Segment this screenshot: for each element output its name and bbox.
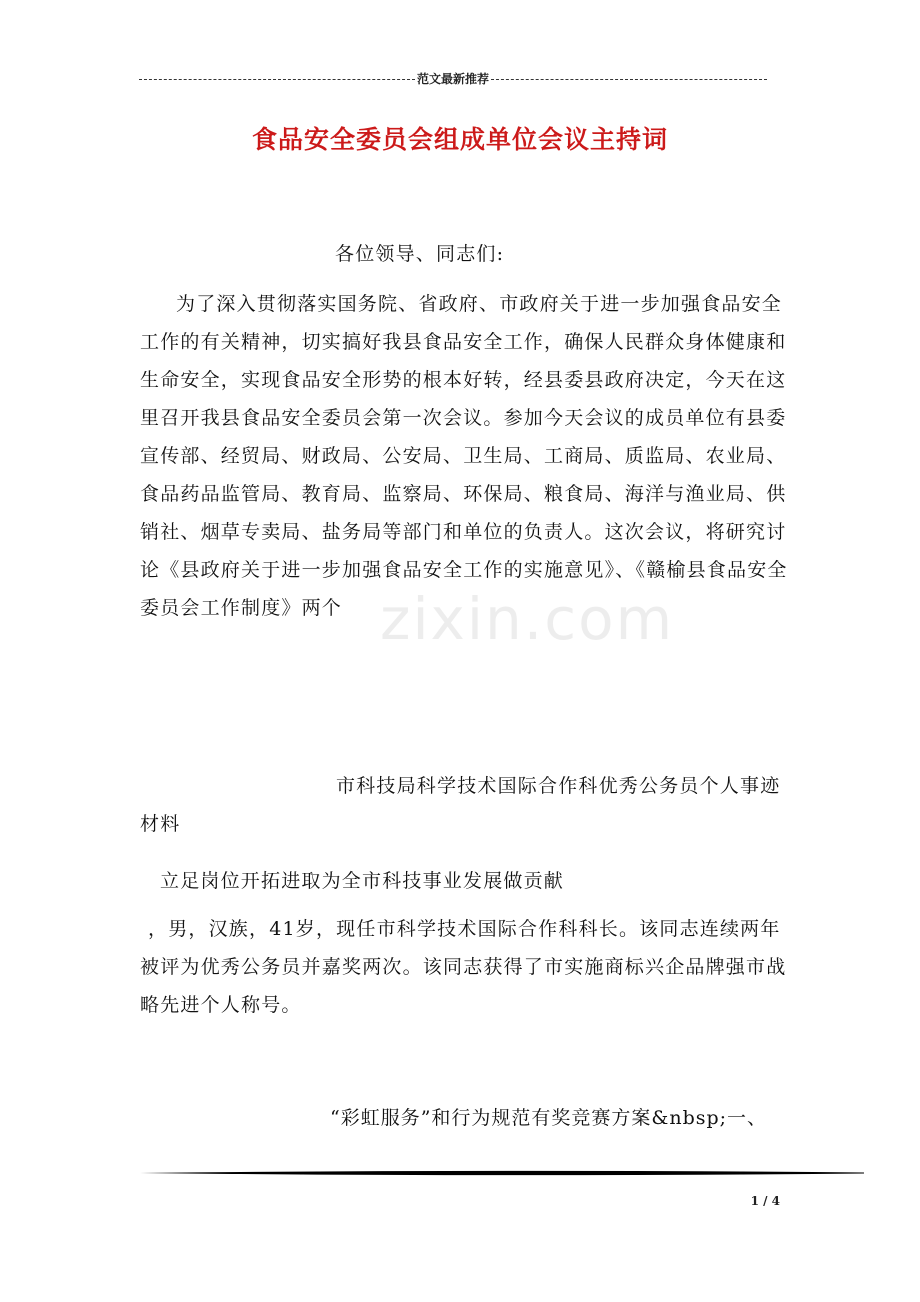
page-header xyxy=(139,68,767,88)
paragraph-profile: ，男，汉族，41岁，现任市科学技术国际合作科科长。该同志连续两年被评为优秀公务员并嘉奖两次。该同志获得了市实施商标兴企品牌强市战略先进个人称号。 xyxy=(140,918,787,1016)
paragraph-next-article: “彩虹服务”和行为规范有奖竞赛方案&nbsp;一、 xyxy=(330,1107,768,1129)
paragraph-meeting-intro: 为了深入贯彻落实国务院、省政府、市政府关于进一步加强食品安全工作的有关精神，切实搞好我县食品安全工作，确保人民群众身体健康和生命安全，实现食品安全形势的根本好转，经县委县政府决定，今天在这里召开我县食品安全委员会第一次会议。参加今天会议的成员单位有县委宣传部、经贸局、财政局、公安局、卫生局、工商局、质监局、农业局、食品药品监管局、教育局、监察局、环保局、粮食局、海洋与渔业局、供销社、烟草专卖局、盐务局等部门和单位的负责人。这次会议，将研究讨论《县政府关于进一步加强食品安全工作的实施意见》、《赣榆县食品安全委员会工作制度》两个 xyxy=(140,293,788,619)
page-number: 1 / 4 xyxy=(750,1194,780,1208)
watermark: zixin.com xyxy=(380,585,675,653)
paragraph-article-title: 市科技局科学技术国际合作科优秀公务员个人事迹材料 xyxy=(140,775,781,835)
footer-rule xyxy=(140,1170,864,1176)
header-dash-right xyxy=(491,79,767,80)
paragraph-subtitle: 立足岗位开拓进取为全市科技事业发展做贡献 xyxy=(160,870,565,892)
document-title: 食品安全委员会组成单位会议主持词 xyxy=(251,125,668,154)
header-label: 范文最新推荐 xyxy=(417,71,490,86)
header-dash-left xyxy=(139,79,415,80)
greeting: 各位领导、同志们: xyxy=(335,243,505,265)
